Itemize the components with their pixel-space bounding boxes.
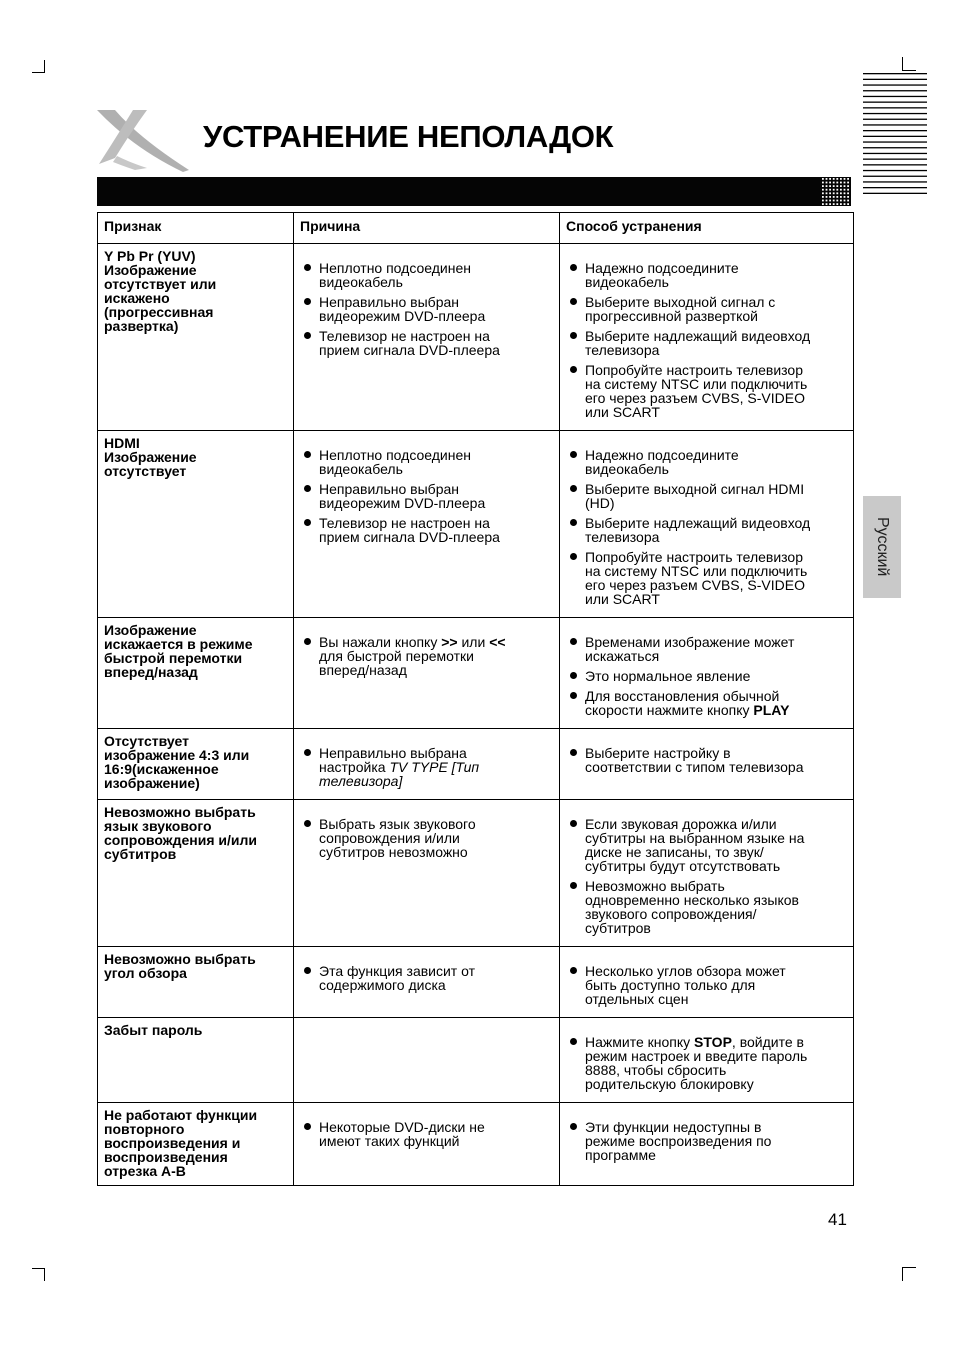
crop-mark-bottom-left [32, 1268, 45, 1281]
cause-list [300, 436, 553, 544]
banner-dot [847, 189, 849, 191]
fast-forward-key: >> [441, 634, 458, 650]
banner-dot [829, 200, 831, 202]
solution-list [566, 436, 847, 606]
stripe-line [863, 159, 927, 160]
banner-dot [847, 185, 849, 187]
symptom-text: Изображение [104, 449, 197, 465]
symptom-text: изображение) [104, 775, 200, 791]
symptom-text: быстрой перемотки [104, 650, 243, 666]
banner-dot [833, 182, 835, 184]
solution-cell [560, 244, 854, 431]
banner-dot [829, 196, 831, 198]
section-banner [97, 177, 851, 206]
banner-dot [847, 178, 849, 180]
solution-text: Это нормальное явление [585, 668, 751, 684]
cause-item [300, 329, 553, 357]
solution-list [566, 249, 847, 419]
symptom-text: субтитров [104, 846, 177, 862]
solution-text: режиме воспроизведения по [585, 1133, 772, 1149]
banner-dot [826, 185, 828, 187]
banner-dot [833, 200, 835, 202]
cause-item [300, 635, 553, 677]
solution-text: телевизора [585, 342, 660, 358]
cause-text: субтитров невозможно [319, 844, 468, 860]
solution-list [566, 623, 847, 717]
banner-dot [826, 200, 828, 202]
stripe-line [863, 153, 927, 154]
banner-dot [829, 178, 831, 180]
table-row [98, 431, 854, 618]
symptom-text: отрезка A-B [104, 1163, 186, 1179]
banner-dot [833, 178, 835, 180]
banner-dot [844, 178, 846, 180]
banner-dot [826, 203, 828, 205]
cause-cell [294, 1103, 560, 1186]
table-row [98, 618, 854, 729]
cause-text: видеокабель [319, 461, 403, 477]
banner-dot [840, 178, 842, 180]
banner-dot [826, 192, 828, 194]
solution-text: Несколько углов обзора может [585, 963, 786, 979]
language-tab-label: Русский [874, 517, 891, 577]
solution-text: Попробуйте настроить телевизор [585, 549, 804, 565]
cause-text: Некоторые DVD-диски не [319, 1119, 485, 1135]
solution-text: 8888, чтобы сбросить [585, 1062, 727, 1078]
symptom-text: повторного [104, 1121, 185, 1137]
solution-item [566, 669, 847, 683]
solution-item [566, 689, 847, 717]
solution-text: прогрессивной разверткой [585, 308, 758, 324]
cause-text: для быстрой перемотки [319, 648, 474, 664]
cause-text: Выбрать язык звукового [319, 816, 476, 832]
banner-dot [826, 178, 828, 180]
cause-list [300, 1108, 553, 1148]
symptom-text: отсутствует [104, 463, 187, 479]
x-logo-icon [95, 108, 191, 174]
cause-text: Телевизор не настроен на [319, 328, 490, 344]
solution-text: его через разъем CVBS, S-VIDEO [585, 577, 805, 593]
solution-text: программе [585, 1147, 656, 1163]
symptom-text: отсутствует или [104, 276, 217, 292]
banner-dot [826, 182, 828, 184]
cause-list [300, 249, 553, 357]
solution-text: на систему NTSC или подключить [585, 563, 808, 579]
stop-key: STOP [694, 1034, 732, 1050]
banner-dot [844, 185, 846, 187]
solution-text: звукового сопровождения/ [585, 906, 757, 922]
stripe-line [863, 147, 927, 148]
table-row [98, 947, 854, 1018]
solution-text: субтитры на выбранном языке на [585, 830, 805, 846]
symptom-text: язык звукового [104, 818, 212, 834]
banner-dot [822, 178, 824, 180]
solution-text: Выберите надлежащий видеовход [585, 328, 811, 344]
solution-item [566, 1120, 847, 1162]
crop-mark-top-left [32, 60, 45, 73]
cause-item [300, 482, 553, 510]
side-stripe-decoration [863, 73, 927, 199]
stripe-line [863, 181, 927, 182]
table-row [98, 729, 854, 800]
solution-item [566, 363, 847, 419]
stripe-line [863, 124, 927, 125]
solution-text: диске не записаны, то звук/ [585, 844, 764, 860]
solution-text: субтитры будут отсутствовать [585, 858, 781, 874]
cause-text: видеокабель [319, 274, 403, 290]
solution-text: Надежно подсоедините [585, 447, 739, 463]
banner-dot [836, 178, 838, 180]
banner-dot [847, 196, 849, 198]
cause-line [319, 635, 553, 649]
language-tab [863, 496, 901, 598]
header-solution: Способ устранения [560, 213, 854, 244]
banner-dot [826, 189, 828, 191]
symptom-text: Невозможно выбрать [104, 951, 256, 967]
solution-text: видеокабель [585, 461, 669, 477]
solution-list [566, 805, 847, 935]
solution-text: или SCART [585, 591, 660, 607]
cause-text: Неправильно выбрана [319, 745, 467, 761]
cause-list [300, 805, 553, 859]
banner-dot [836, 192, 838, 194]
solution-text: телевизора [585, 529, 660, 545]
symptom-text: Невозможно выбрать [104, 804, 256, 820]
stripe-line [863, 96, 927, 97]
solution-text: отдельных сцен [585, 991, 689, 1007]
banner-dot [836, 200, 838, 202]
header-cause: Причина [294, 213, 560, 244]
cause-item [300, 516, 553, 544]
solution-item [566, 329, 847, 357]
solution-text: Выберите выходной сигнал HDMI [585, 481, 805, 497]
banner-dot [840, 192, 842, 194]
banner-dot [829, 182, 831, 184]
banner-dot [822, 192, 824, 194]
cause-text: Неправильно выбран [319, 481, 459, 497]
stripe-line [863, 187, 927, 188]
banner-dot [840, 203, 842, 205]
stripe-line [863, 113, 927, 114]
page-number: 41 [828, 1210, 847, 1229]
cause-list [300, 623, 553, 677]
stripe-line [863, 193, 927, 194]
solution-item [566, 746, 847, 774]
cause-item [300, 1120, 553, 1148]
cause-text: или [457, 634, 490, 650]
solution-item [566, 550, 847, 606]
solution-text: субтитров [585, 920, 651, 936]
symptom-text: 16:9(искаженное [104, 761, 219, 777]
solution-text: или SCART [585, 404, 660, 420]
cause-text: Неплотно подсоединен [319, 447, 471, 463]
solution-item [566, 448, 847, 476]
banner-dot [822, 203, 824, 205]
solution-text: на систему NTSC или подключить [585, 376, 808, 392]
solution-text: одновременно несколько языков [585, 892, 799, 908]
solution-text: Выберите настройку в [585, 745, 731, 761]
solution-item [566, 1035, 847, 1091]
symptom-cell [98, 244, 294, 431]
solution-text: соответствии с типом телевизора [585, 759, 804, 775]
symptom-cell [98, 431, 294, 618]
cause-cell [294, 947, 560, 1018]
cause-cell [294, 431, 560, 618]
banner-dot [833, 203, 835, 205]
stripe-line [863, 90, 927, 91]
banner-dot [847, 203, 849, 205]
cause-text: имеют таких функций [319, 1133, 460, 1149]
solution-text: скорости нажмите кнопку [585, 702, 754, 718]
banner-dot [844, 182, 846, 184]
banner-dot [840, 189, 842, 191]
solution-text: родительскую блокировку [585, 1076, 754, 1092]
stripe-line [863, 176, 927, 177]
banner-dot [836, 182, 838, 184]
cause-text: видеорежим DVD-плеера [319, 495, 486, 511]
symptom-text: воспроизведения и [104, 1135, 241, 1151]
cause-cell [294, 618, 560, 729]
banner-dot [836, 196, 838, 198]
stripe-line [863, 130, 927, 131]
tv-type-setting: телевизора] [319, 773, 403, 789]
stripe-line [863, 73, 927, 74]
cause-text: Неправильно выбран [319, 294, 459, 310]
solution-cell [560, 947, 854, 1018]
banner-dot [836, 185, 838, 187]
solution-text: , войдите в [731, 1034, 804, 1050]
solution-cell [560, 431, 854, 618]
stripe-line [863, 141, 927, 142]
cause-text: прием сигнала DVD-плеера [319, 342, 500, 358]
symptom-text: HDMI [104, 435, 140, 451]
solution-text: Невозможно выбрать [585, 878, 725, 894]
cause-item [300, 817, 553, 859]
solution-text: Если звуковая дорожка и/или [585, 816, 777, 832]
banner-dot [822, 185, 824, 187]
banner-dot [822, 200, 824, 202]
solution-item [566, 964, 847, 1006]
crop-mark-bottom-right [902, 1267, 916, 1281]
symptom-cell [98, 1103, 294, 1186]
banner-dot [829, 189, 831, 191]
solution-cell [560, 729, 854, 800]
banner-dot [822, 189, 824, 191]
banner-dot [847, 182, 849, 184]
solution-item [566, 516, 847, 544]
banner-dot [844, 196, 846, 198]
banner-dot [844, 203, 846, 205]
banner-dot [833, 189, 835, 191]
symptom-cell [98, 618, 294, 729]
stripe-line [863, 119, 927, 120]
banner-dot [822, 196, 824, 198]
table-row [98, 800, 854, 947]
symptom-cell [98, 1018, 294, 1103]
solution-item [566, 879, 847, 935]
stripe-line [863, 170, 927, 171]
cause-item [300, 746, 553, 788]
solution-cell [560, 1018, 854, 1103]
symptom-text: сопровождения и/или [104, 832, 258, 848]
symptom-text: изображение 4:3 или [104, 747, 250, 763]
banner-dot [840, 185, 842, 187]
banner-dot [822, 182, 824, 184]
solution-text: Выберите выходной сигнал с [585, 294, 776, 310]
cause-text: содержимого диска [319, 977, 446, 993]
solution-line [585, 1035, 847, 1049]
cause-list [300, 952, 553, 992]
play-key: PLAY [753, 702, 790, 718]
table-header-row [98, 213, 854, 244]
cause-cell [294, 729, 560, 800]
table-row [98, 1103, 854, 1186]
stripe-line [863, 84, 927, 85]
solution-item [566, 295, 847, 323]
solution-text: (HD) [585, 495, 615, 511]
banner-dot [844, 200, 846, 202]
cause-text: Неплотно подсоединен [319, 260, 471, 276]
crop-mark-top-right [902, 57, 916, 71]
banner-dot [833, 185, 835, 187]
banner-dot [840, 196, 842, 198]
cause-item [300, 448, 553, 476]
symptom-text: воспроизведения [104, 1149, 228, 1165]
cause-cell [294, 800, 560, 947]
solution-text: Выберите надлежащий видеовход [585, 515, 811, 531]
cause-text: Эта функция зависит от [319, 963, 475, 979]
rewind-key: << [489, 634, 506, 650]
table-row [98, 1018, 854, 1103]
stripe-line [863, 136, 927, 137]
banner-dot [840, 182, 842, 184]
stripe-line [863, 164, 927, 165]
cause-cell [294, 1018, 560, 1103]
banner-dot [826, 196, 828, 198]
cause-text: Вы нажали кнопку [319, 634, 442, 650]
banner-dot [840, 200, 842, 202]
symptom-text: развертка) [104, 318, 179, 334]
solution-text: Временами изображение может [585, 634, 795, 650]
table-row [98, 244, 854, 431]
cause-item [300, 964, 553, 992]
cause-cell [294, 244, 560, 431]
symptom-text: Не работают функции [104, 1107, 258, 1123]
symptom-text: вперед/назад [104, 664, 198, 680]
cause-text: настройка [319, 759, 390, 775]
cause-text: сопровождения и/или [319, 830, 460, 846]
cause-text: вперед/назад [319, 662, 407, 678]
cause-text: видеорежим DVD-плеера [319, 308, 486, 324]
symptom-text: угол обзора [104, 965, 187, 981]
banner-dot [836, 203, 838, 205]
troubleshooting-table [97, 212, 854, 1186]
banner-dot [844, 189, 846, 191]
solution-item [566, 817, 847, 873]
cause-line [319, 760, 553, 774]
solution-text: Эти функции недоступны в [585, 1119, 762, 1135]
symptom-text: Изображение [104, 622, 197, 638]
cause-item [300, 295, 553, 323]
cause-text: Телевизор не настроен на [319, 515, 490, 531]
cause-list [300, 734, 553, 788]
solution-text: Надежно подсоедините [585, 260, 739, 276]
symptom-cell [98, 729, 294, 800]
symptom-text: Отсутствует [104, 733, 189, 749]
symptom-cell [98, 800, 294, 947]
symptom-text: Y Pb Pr (YUV) [104, 248, 196, 264]
stripe-line [863, 107, 927, 108]
symptom-text: искажено [104, 290, 170, 306]
solution-item [566, 635, 847, 663]
solution-list [566, 952, 847, 1006]
solution-cell [560, 618, 854, 729]
solution-text: искажаться [585, 648, 660, 664]
banner-dot [829, 203, 831, 205]
solution-text: режим настроек и введите пароль [585, 1048, 808, 1064]
symptom-text: искажается в режиме [104, 636, 253, 652]
banner-dot [847, 192, 849, 194]
solution-cell [560, 1103, 854, 1186]
solution-text: Попробуйте настроить телевизор [585, 362, 804, 378]
banner-dot [836, 189, 838, 191]
solution-list [566, 1023, 847, 1091]
stripe-line [863, 79, 927, 80]
solution-text: Для восстановления обычной [585, 688, 780, 704]
banner-dot [829, 185, 831, 187]
symptom-cell [98, 947, 294, 1018]
banner-dot [847, 200, 849, 202]
banner-dot [833, 192, 835, 194]
page-title: УСТРАНЕНИЕ НЕПОЛАДОК [203, 119, 614, 154]
banner-dot-pattern [821, 177, 851, 206]
header-symptom: Признак [98, 213, 294, 244]
symptom-text: Изображение [104, 262, 197, 278]
solution-text: Нажмите кнопку [585, 1034, 695, 1050]
symptom-text: (прогрессивная [104, 304, 214, 320]
solution-cell [560, 800, 854, 947]
cause-text: прием сигнала DVD-плеера [319, 529, 500, 545]
stripe-line [863, 102, 927, 103]
solution-line [585, 703, 847, 717]
solution-text: его через разъем CVBS, S-VIDEO [585, 390, 805, 406]
solution-list [566, 734, 847, 774]
solution-text: видеокабель [585, 274, 669, 290]
solution-item [566, 261, 847, 289]
banner-dot [829, 192, 831, 194]
banner-dot [833, 196, 835, 198]
symptom-text: Забыт пароль [104, 1022, 203, 1038]
solution-list [566, 1108, 847, 1162]
solution-text: быть доступно только для [585, 977, 756, 993]
solution-item [566, 482, 847, 510]
banner-dot [844, 192, 846, 194]
tv-type-setting: TV TYPE [Тип [389, 759, 480, 775]
cause-item [300, 261, 553, 289]
cause-line [319, 774, 553, 788]
